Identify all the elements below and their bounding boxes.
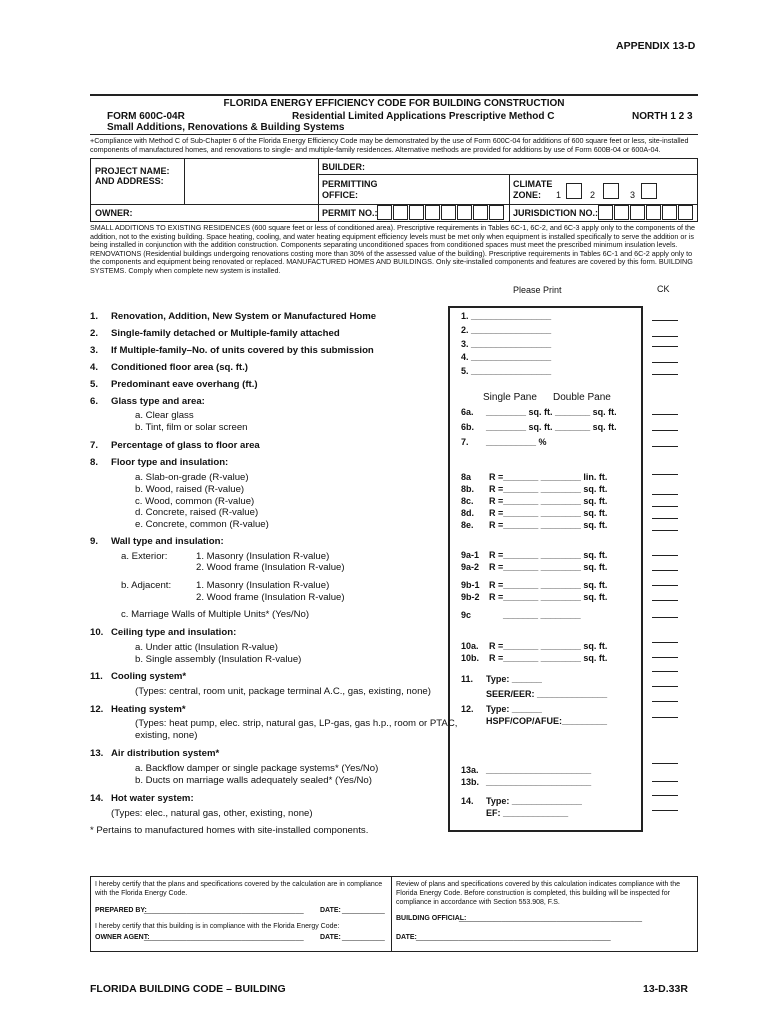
permitting-label: PERMITTING — [322, 179, 378, 189]
item-number: 14. — [90, 793, 104, 804]
form-number: FORM 600C-04R — [107, 111, 185, 122]
ck-line[interactable] — [652, 763, 678, 764]
item-6a-label: a. Clear glass — [135, 410, 194, 421]
ck-line[interactable] — [652, 530, 678, 531]
region-label: NORTH 1 2 3 — [632, 111, 693, 122]
answer-8e-field[interactable]: R =_______ ________ sq. ft. — [489, 520, 608, 530]
item-11-types: (Types: central, room unit, package terminal A.C., gas, existing, none) — [135, 686, 431, 697]
answer-6b-field[interactable]: ________ sq. ft. _______ sq. ft. — [486, 422, 617, 432]
item-3-label: If Multiple-family–No. of units covered by this submission — [111, 345, 374, 356]
answer-8d-field[interactable]: R =_______ ________ sq. ft. — [489, 508, 608, 518]
address-label: AND ADDRESS: — [95, 176, 164, 186]
answer-label: 11. — [461, 674, 474, 684]
certification-divider — [391, 876, 392, 952]
date-label: DATE: — [320, 934, 341, 941]
answer-9a2-field[interactable]: R =_______ ________ sq. ft. — [489, 562, 608, 572]
form-title: FLORIDA ENERGY EFFICIENCY CODE FOR BUILDING CONSTRUCTION — [223, 98, 565, 109]
ck-line[interactable] — [652, 795, 678, 796]
answer-1-field[interactable]: 1. ________________ — [461, 311, 552, 321]
answer-label: 7. — [461, 437, 469, 447]
answer-label: 10a. — [461, 641, 479, 651]
building-official-label: BUILDING OFFICIAL: — [396, 915, 467, 922]
date-label: DATE: — [396, 934, 417, 941]
review-statement: Review of plans and specifications covered by this calculation indicates compliance with the Florida Energy Code. Before construction is completed, this building will be inspected for compliance in accordance with Section 553.908, F.S. — [396, 881, 681, 906]
please-print-label: Please Print — [513, 285, 562, 295]
header-top-rule — [90, 94, 698, 96]
permit-no-input[interactable] — [377, 204, 505, 222]
answer-14-ef-field[interactable]: EF: _____________ — [486, 808, 569, 818]
ck-line[interactable] — [652, 474, 678, 475]
answer-label: 13a. — [461, 765, 479, 775]
answer-label: 8d. — [461, 508, 475, 518]
ck-line[interactable] — [652, 374, 678, 375]
answer-label: 9a-1 — [461, 550, 480, 560]
answer-8b-field[interactable]: R =_______ ________ sq. ft. — [489, 484, 608, 494]
ck-line[interactable] — [652, 701, 678, 702]
item-6b-label: b. Tint, film or solar screen — [135, 422, 248, 433]
item-number: 3. — [90, 345, 99, 356]
item-8c-label: c. Wood, common (R-value) — [135, 496, 255, 507]
certification-statement: I hereby certify that the plans and specifications covered by the calculation are in compliance with the Florida Energy Code. — [95, 881, 383, 897]
ck-header: CK — [657, 284, 670, 294]
zone-1-checkbox[interactable] — [566, 183, 582, 199]
jurisdiction-no-input[interactable] — [598, 204, 694, 222]
item-9b2-label: 2. Wood frame (Insulation R-value) — [196, 592, 345, 603]
answer-3-field[interactable]: 3. ________________ — [461, 339, 552, 349]
item-8b-label: b. Wood, raised (R-value) — [135, 484, 245, 495]
footnote: * Pertains to manufactured homes with site-installed components. — [90, 825, 369, 836]
item-9-label: Wall type and insulation: — [111, 536, 224, 547]
footer-code-title: FLORIDA BUILDING CODE – BUILDING — [90, 983, 286, 995]
zone-label: ZONE: — [513, 190, 541, 200]
item-10b-label: b. Single assembly (Insulation R-value) — [135, 654, 302, 665]
item-9a1-label: 1. Masonry (Insulation R-value) — [196, 551, 330, 562]
answer-label: 8c. — [461, 496, 474, 506]
answer-9b1-field[interactable]: R =_______ ________ sq. ft. — [489, 580, 608, 590]
ck-line[interactable] — [652, 717, 678, 718]
answer-label: 6a. — [461, 407, 474, 417]
item-5-label: Predominant eave overhang (ft.) — [111, 379, 258, 390]
zone-1-label: 1 — [556, 190, 562, 200]
project-name-label: PROJECT NAME: — [95, 166, 170, 176]
ck-line[interactable] — [652, 617, 678, 618]
ck-line[interactable] — [652, 430, 678, 431]
answer-label: 9a-2 — [461, 562, 480, 572]
footer-page-number: 13-D.33R — [643, 983, 688, 995]
answer-label: 13b. — [461, 777, 480, 787]
zone-3-label: 3 — [630, 190, 636, 200]
owner-certification: I hereby certify that this building is in compliance with the Florida Energy Code: — [95, 923, 340, 930]
item-2-label: Single-family detached or Multiple-family attached — [111, 328, 340, 339]
item-number: 12. — [90, 704, 104, 715]
form-subtitle-2: Small Additions, Renovations & Building Systems — [107, 122, 345, 133]
zone-2-label: 2 — [590, 190, 596, 200]
project-box-divider — [184, 158, 185, 204]
answer-label: 14. — [461, 796, 474, 806]
project-box-divider — [318, 174, 697, 175]
ck-line[interactable] — [652, 346, 678, 347]
ck-line[interactable] — [652, 555, 678, 556]
answer-label: 12. — [461, 704, 474, 714]
item-4-label: Conditioned floor area (sq. ft.) — [111, 362, 248, 373]
item-9c-label: c. Marriage Walls of Multiple Units* (Yes/No) — [121, 609, 310, 620]
answer-8a-field[interactable]: R =_______ ________ lin. ft. — [489, 472, 608, 482]
item-7-label: Percentage of glass to floor area — [111, 440, 260, 451]
project-box-divider — [318, 158, 319, 221]
climate-label: CLIMATE — [513, 179, 553, 189]
permit-no-label: PERMIT NO.: — [322, 208, 378, 218]
answer-13b-field[interactable]: _____________________ — [486, 777, 592, 787]
appendix-label: APPENDIX 13-D — [616, 40, 696, 52]
ck-line[interactable] — [652, 686, 678, 687]
ck-line[interactable] — [652, 671, 678, 672]
project-box-divider — [509, 174, 510, 221]
answer-12-hspf-field[interactable]: HSPF/COP/AFUE:_________ — [486, 716, 608, 726]
answer-5-field[interactable]: 5. ________________ — [461, 366, 552, 376]
zone-2-checkbox[interactable] — [603, 183, 619, 199]
answer-2-field[interactable]: 2. ________________ — [461, 325, 552, 335]
item-number: 2. — [90, 328, 99, 339]
answer-10b-field[interactable]: R =_______ ________ sq. ft. — [489, 653, 608, 663]
answer-11-type-field[interactable]: Type: ______ — [486, 674, 542, 684]
owner-label: OWNER: — [95, 208, 133, 218]
item-number: 7. — [90, 440, 99, 451]
ck-line[interactable] — [652, 570, 678, 571]
item-number: 6. — [90, 396, 99, 407]
answer-13a-field[interactable]: _____________________ — [486, 765, 592, 775]
answer-label: 10b. — [461, 653, 480, 663]
zone-3-checkbox[interactable] — [641, 183, 657, 199]
answer-label: 9b-1 — [461, 580, 480, 590]
answer-12-type-field[interactable]: Type: ______ — [486, 704, 542, 714]
item-number: 9. — [90, 536, 99, 547]
item-8d-label: d. Concrete, raised (R-value) — [135, 507, 259, 518]
item-number: 11. — [90, 671, 103, 682]
owner-agent-field[interactable]: _________________________________________ — [144, 934, 304, 941]
ck-line[interactable] — [652, 781, 678, 782]
item-12-types: (Types: heat pump, elec. strip, natural gas, LP-gas, gas h.p., room or PTAC, — [135, 718, 458, 729]
item-14-label: Hot water system: — [111, 793, 194, 804]
item-9a2-label: 2. Wood frame (Insulation R-value) — [196, 562, 345, 573]
item-6-label: Glass type and area: — [111, 396, 205, 407]
answer-10a-field[interactable]: R =_______ ________ sq. ft. — [489, 641, 608, 651]
answer-label: 9c — [461, 610, 472, 620]
item-13b-label: b. Ducts on marriage walls adequately sealed* (Yes/No) — [135, 775, 372, 786]
ck-line[interactable] — [652, 642, 678, 643]
item-10-label: Ceiling type and insulation: — [111, 627, 237, 638]
answer-11-seer-field[interactable]: SEER/EER: ______________ — [486, 689, 608, 699]
ck-line[interactable] — [652, 506, 678, 507]
building-official-field[interactable]: _______________________________________________ — [459, 915, 642, 922]
date-label: DATE: — [320, 907, 341, 914]
small-additions-paragraph: SMALL ADDITIONS TO EXISTING RESIDENCES (600 square feet or less of conditioned area). Prescriptive requirements in Tables 6C-1, 6C-2, and 6C-3 apply only to the components of the addition, not to the existing building. Space heating, cooling, and water heating equipment efficiency levels must be met only when equipment is installed specifically to serve the addition or is being installed in conjunction with the addition construction. Components separating unconditioned spaces from conditioned spaces must meet the prescribed minimum insulation levels. RENOVATIONS (Residential buildings undergoing renovations costing more than 30% of the assessed value of the building). Prescriptive requirements in Tables 6C-1 and 6C-2 apply only to the components and equipment being renovated or replaced. MANUFACTURED HOMES AND BUILDINGS. Only site-installed components and features are covered by this form. BUILDING SYSTEMS. Comply when complete new system is installed. — [90, 223, 695, 275]
form-subtitle: Residential Limited Applications Prescriptive Method C — [292, 111, 555, 122]
item-13-label: Air distribution system* — [111, 748, 220, 759]
answer-6a-field[interactable]: ________ sq. ft. _______ sq. ft. — [486, 407, 617, 417]
ck-line[interactable] — [652, 336, 678, 337]
answer-7-field[interactable]: __________ % — [486, 437, 547, 447]
answer-8c-field[interactable]: R =_______ ________ sq. ft. — [489, 496, 608, 506]
item-1-label: Renovation, Addition, New System or Manufactured Home — [111, 311, 377, 322]
answer-9c-field[interactable]: _______ ________ — [503, 610, 581, 620]
item-11-label: Cooling system* — [111, 671, 187, 682]
item-9b1-label: 1. Masonry (Insulation R-value) — [196, 580, 330, 591]
item-10a-label: a. Under attic (Insulation R-value) — [135, 642, 278, 653]
single-pane-header: Single Pane — [483, 392, 537, 403]
ck-line[interactable] — [652, 414, 678, 415]
ck-line[interactable] — [652, 810, 678, 811]
item-8e-label: e. Concrete, common (R-value) — [135, 519, 269, 530]
answer-label: 9b-2 — [461, 592, 480, 602]
item-number: 13. — [90, 748, 104, 759]
answer-label: 8a — [461, 472, 472, 482]
ck-line[interactable] — [652, 600, 678, 601]
item-number: 10. — [90, 627, 104, 638]
office-label: OFFICE: — [322, 190, 358, 200]
ck-line[interactable] — [652, 657, 678, 658]
double-pane-header: Double Pane — [553, 392, 611, 403]
item-12-label: Heating system* — [111, 704, 186, 715]
ck-line[interactable] — [652, 320, 678, 321]
ck-line[interactable] — [652, 446, 678, 447]
official-date-field[interactable]: __________________________________________________ — [416, 934, 611, 941]
answer-4-field[interactable]: 4. ________________ — [461, 352, 552, 362]
compliance-note: +Compliance with Method C of Sub-Chapter 6 of the Florida Energy Efficiency Code may be demonstrated by the use of Form 600C-04 for additions of 600 square feet or less, site-installed components of manufactured homes, and renovations to single- and multiple-family residences. Alternative methods are provided for additions by use of Form 600B-04 or 600A-04. — [90, 136, 689, 154]
owner-agent-label: OWNER AGENT: — [95, 934, 150, 941]
prepared-date-field[interactable]: ___________ — [342, 907, 385, 914]
ck-line[interactable] — [652, 362, 678, 363]
item-number: 8. — [90, 457, 99, 468]
item-8-label: Floor type and insulation: — [111, 457, 229, 468]
answer-14-type-field[interactable]: Type: ______________ — [486, 796, 582, 806]
header-bottom-rule — [90, 134, 698, 135]
ck-line[interactable] — [652, 585, 678, 586]
item-9b-label: b. Adjacent: — [121, 580, 172, 591]
item-number: 4. — [90, 362, 99, 373]
item-9a-label: a. Exterior: — [121, 551, 168, 562]
prepared-by-field[interactable]: _________________________________________ — [144, 907, 304, 914]
builder-label: BUILDER: — [322, 162, 365, 172]
item-12-types-cont: existing, none) — [135, 730, 198, 741]
owner-date-field[interactable]: ___________ — [342, 934, 385, 941]
item-13a-label: a. Backflow damper or single package systems* (Yes/No) — [135, 763, 379, 774]
item-14-types: (Types: elec., natural gas, other, existing, none) — [111, 808, 313, 819]
answer-label: 8e. — [461, 520, 474, 530]
item-8a-label: a. Slab-on-grade (R-value) — [135, 472, 249, 483]
ck-line[interactable] — [652, 494, 678, 495]
answer-label: 6b. — [461, 422, 475, 432]
answer-9a1-field[interactable]: R =_______ ________ sq. ft. — [489, 550, 608, 560]
item-number: 5. — [90, 379, 99, 390]
item-number: 1. — [90, 311, 99, 322]
answer-9b2-field[interactable]: R =_______ ________ sq. ft. — [489, 592, 608, 602]
jurisdiction-no-label: JURISDICTION NO.: — [513, 208, 599, 218]
prepared-by-label: PREPARED BY: — [95, 907, 147, 914]
ck-line[interactable] — [652, 518, 678, 519]
answer-label: 8b. — [461, 484, 475, 494]
